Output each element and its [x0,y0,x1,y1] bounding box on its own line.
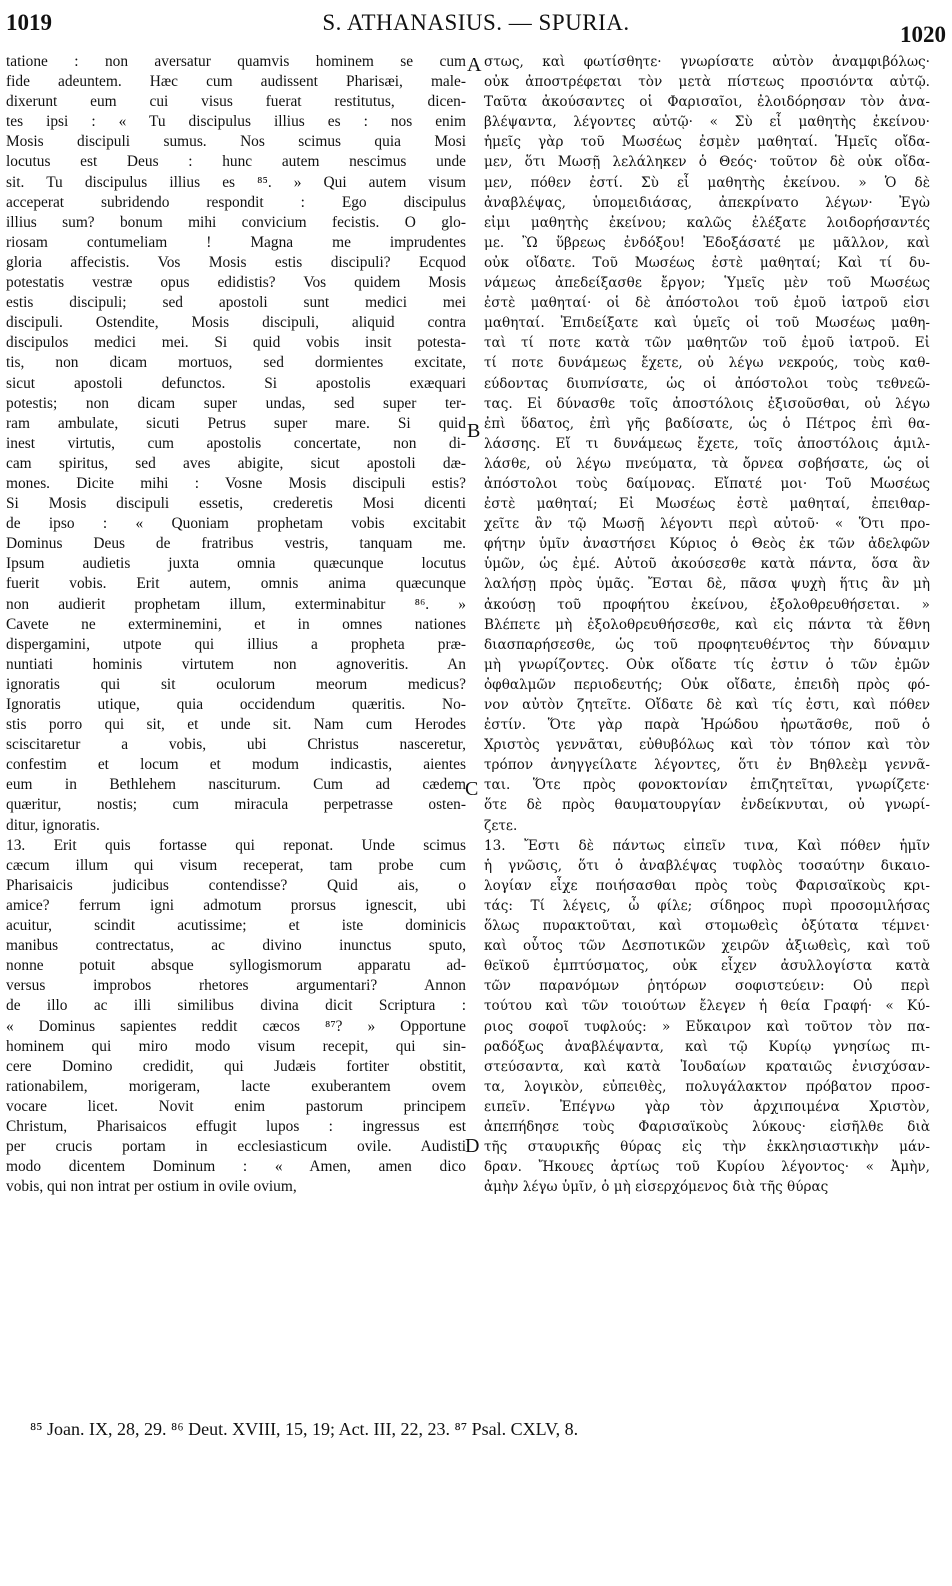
latin-text-line: sit. Tu discipulus illius es ⁸⁵. » Qui autem visum [6,173,466,191]
greek-text-line: με. Ὢ ὕβρεως ἐνδόξου! Ἐδοξάσατέ με μᾶλλον, καὶ [484,234,930,251]
left-column-number: 1019 [6,10,52,35]
latin-text-line: acceperat subridendo respondit : Ego discipulus [6,193,466,211]
greek-text-line: οὐκ οἴδατε. Τοῦ Μωσέως ἐστὲ μαθηταί; Καὶ τί δυ- [484,254,930,271]
greek-text-line: ται. Ὅτε πρὸς φονοκτονίαν ἐπιζητεῖται, γνωρίζετε· [484,777,930,794]
latin-text-line: nuntiati hominis virtutem non agnoveritis. An [6,655,466,673]
greek-text-line: λάσθε, οὐ λέγω πνεύματα, τὰ ὄρνεα σοβήσατε, ὡς οἱ [484,455,930,472]
greek-text-line: ἐστὲ μαθηταί· οἱ δὲ ἀπόστολοι τοῦ ἐμοῦ ἰατροῦ εἰσι [484,295,930,312]
latin-text-line: ditur, ignoratis. [6,816,100,834]
section-marker-a: A [467,54,482,76]
greek-text-line: Ταῦτα ἀκούσαντες οἱ Φαρισαῖοι, ἐλοιδόρησαν τὸν ἀνα- [484,94,930,111]
greek-text-line: οὐκ ἀποστρέφεται τὸν μετὰ πίστεως προσιόντα αὐτῷ. [484,74,930,91]
section-marker-b: B [467,420,481,442]
greek-text-line: τα, λογικὸν, εὐπειθὲς, πολυγάλακτον πρόβατον προσ- [484,1078,930,1095]
latin-text-line: cam spiritus, sed aves abigite, sicut apostoli dæ- [6,454,466,472]
latin-text-line: dispergamini, utpote qui illius a propheta præ- [6,635,466,653]
greek-text-line: φήτην ὑμῖν ἀναστήσει Κύριος ὁ Θεὸς ἐκ τῶν ἀδελφῶν [484,536,930,553]
latin-text-line: tes ipsi : « Tu discipulus illius es : nos enim [6,113,466,131]
greek-text-line: ἐπὶ ὕδατος, ἐπὶ γῆς βαδίσατε, ὡς ὁ Πέτρος ἐπὶ θα- [484,415,930,432]
latin-text-line: tis, non dicam mortuos, sed dormientes excitate, [6,354,466,372]
greek-text-line: τας. Εἰ δύνασθε τοῖς ἀποστόλοις ἐξισοῦσθαι, οὐ λέγω [484,395,930,412]
greek-text-line: ὑμῶν, ὡς ἐμέ. Αὐτοῦ ἀκούσεσθε κατὰ πάντα, ὅσα ἂν [484,556,930,573]
page-header [6,8,946,47]
latin-text-line: « Dominus sapientes reddit cæcos ⁸⁷? » Opportune [6,1017,466,1035]
greek-text-line: θεϊκοῦ ἐμπτύσματος, οὐκ εἶχεν ἀσυλλογίστα κατὰ [484,958,930,975]
latin-text-line: rationabilem, morigeram, lacte exuberantem ovem [6,1077,466,1095]
greek-text-line: τῆς σταυρικῆς θύρας εἰς τὴν ἐκκλησιαστικὴν μάν- [484,1139,930,1156]
greek-text-line: νάμεως ἀπεδείξασθε ἔργον; Ὑμεῖς μὲν τοῦ Μωσέως [484,275,930,292]
greek-text-line: ἀμὴν λέγω ὑμῖν, ὁ μὴ εἰσερχόμενος διὰ τῆς θύρας [484,1179,829,1196]
greek-text-line: λογίαν εἶχε ποιήσασθαι πρὸς τοὺς Φαρισαϊκοὺς κρι- [484,877,930,894]
latin-text-line: ignoratis qui sit oculorum meorum medicus? [6,675,466,693]
latin-text-line: Mosis discipuli sumus. Nos scimus quia Mosi [6,133,466,151]
latin-text-line: hominem qui miro modo visum recepit, qui sin- [6,1037,466,1055]
latin-text-line: Pharisaicis judicibus contendisse? Quid ais, o [6,876,466,894]
latin-text-line: sicut apostoli defunctos. Si apostolis exæquari [6,374,466,392]
section-marker-c: C [465,778,479,800]
latin-text-line: Ignoratis utique, quia occidendum quæritis. No- [6,696,466,713]
greek-text-line: διασπαρήσεσθε, ὡς τοῦ προφητευθέντος τὴν δύναμιν [484,636,930,653]
greek-text-line: χεῖτε ἂν τῷ Μωσῇ λέγοντι περὶ αὐτοῦ· « Ὅτι προ- [484,516,930,533]
latin-text-line: Si Mosis discipuli essetis, crederetis Mosi dicenti [6,495,466,513]
greek-text-line: δραν. Ἤκουες ἀρτίως τοῦ Κυρίου λέγοντος· « Ἀμὴν, [484,1159,930,1176]
greek-text-line: ειπεῖν. Ἐπέγνω γὰρ τὸν ἀρχιποιμένα Χριστὸν, [484,1098,930,1115]
latin-text-line: fide adeuntem. Hæc cum audissent Pharisæi, male- [6,73,466,91]
latin-text-line: potestatis vestræ opus edidistis? Vos quidem Mosis [6,274,466,292]
greek-text-line: ὅτε δὲ πρὸς θαυματουργίαν ἐνδείκνυται, οὐ γνωρί- [484,797,930,814]
greek-text-line: ταὶ τί ποτε κατὰ τῶν μαθητῶν τοῦ ἐμοῦ ἰατροῦ. Εἰ [484,335,930,352]
latin-text-line: nonne potuit absque syllogismorum apparatu ad- [6,957,466,975]
greek-text-line: μαθηταί. Ἐπιδείξατε καὶ ὑμεῖς οἱ τοῦ Μωσέως μαθη- [484,315,930,332]
latin-text-line: non audierit prophetam illum, exterminabitur ⁸⁶. » [6,595,466,613]
latin-text-line: de illo ac illi similibus divina dicit Scriptura : [6,997,466,1015]
latin-text-line: estis discipuli; sed apostoli sunt medici mei [6,294,466,312]
greek-text-column [484,52,930,1197]
latin-text-line: Dominus Deus de fratribus vestris, tanquam me. [6,535,466,553]
greek-text-line: νον αὐτὸν ζητεῖτε. Οἴδατε δὲ καὶ τίς ἐστι, καὶ πόθεν [484,697,930,713]
greek-text-line: ἡ γνῶσις, ὅτι ὁ ἀναβλέψας τυφλὸς τοσαύτην δικαιο- [484,857,930,874]
latin-text-line: cæcum illum qui visum receperat, tam probe cum [6,856,466,874]
greek-text-line: ριος σοφοῖ τυφλούς: » Εὔκαιρον καὶ τοῦτον τὸν πα- [484,1018,930,1035]
greek-text-line: ραδόξως ἀναβλέψαντα, καὶ τῷ Κυρίῳ γνησίως πι- [484,1038,930,1055]
latin-text-line: eum in Bethlehem nasciturum. Cum ad cædem [6,776,466,794]
latin-text-line: quæritur, nostis; cum miracula perpetrasse osten- [6,796,466,814]
greek-text-line: ἐστὲ μαθηταί; Εἰ Μωσέως ἐστὲ μαθηταί, ἐπειθαρ- [484,496,930,513]
greek-text-line: Χριστὸς γεννᾶται, εὐθυβόλως καὶ τὸν τόπον καὶ τὸν [484,737,930,754]
greek-text-line: καὶ οὗτος τῶν Δεσποτικῶν χειρῶν ἀξιωθεὶς, καὶ τοῦ [484,938,930,955]
latin-text-line: confestim et locum et modum indicastis, aientes [6,756,466,774]
greek-text-line: εἰμι μαθητὴς ἐκείνου; καλῶς ἐλέξατε λοιδορήσαντές [484,214,930,231]
latin-text-line: manibus contrectatus, ac divino inunctus sputo, [6,937,466,955]
latin-text-line: Christum, Pharisaicos effugit lupos : ingressus est [6,1117,466,1135]
greek-text-line: τρόπον ἀνηγγείλατε λέγοντες, ὅτι ἐν Βηθλεὲμ γεννᾶ- [484,757,930,774]
greek-text-line: βλέψαντα, λέγοντες αὐτῷ· « Σὺ εἶ μαθητὴς ἐκείνου· [484,114,930,131]
greek-text-line: τούτου καὶ τῶν τοιούτων ἔλεγεν ἡ θεία Γραφή· « Κύ- [484,998,930,1015]
latin-text-line: mones. Dicite mihi : Vosne Mosis discipuli estis? [6,474,466,492]
latin-text-line: modo dicentem Dominum : « Amen, amen dico [6,1158,466,1176]
latin-text-line: vobis, qui non intrat per ostium in ovile ovium, [6,1178,297,1196]
footnotes: ⁸⁵ Joan. IX, 28, 29. ⁸⁶ Deut. XVIII, 15, 19; Act. III, 22, 23. ⁸⁷ Psal. CXLV, 8. [30,1419,579,1439]
greek-text-line: ἀναβλέψας, ὑπομειδιάσας, ἀπεκρίνατο λέγων· Ἐγὼ [484,194,930,211]
greek-text-line: ἡμεῖς γὰρ τοῦ Μωσέως ἐσμὲν μαθηταί. Ἡμεῖς οἴδα- [484,134,930,151]
latin-text-line: versus improbos rhetores argumentari? Annon [6,977,466,995]
latin-text-line: 13. Erit quis fortasse qui reponat. Unde scimus [6,836,466,854]
greek-text-line: τί ποτε δυνάμεως ἔχετε, οὐ λέγω νεκρούς, τοὺς καθ- [484,355,930,372]
greek-text-line: 13. Ἔστι δὲ πάντως εἰπεῖν τινα, Καὶ πόθεν ἡμῖν [484,837,930,854]
greek-text-line: ἀπόστολοι τοὺς δαίμονας. Εἴπατέ μοι· Τοῦ Μωσέως [484,475,930,492]
greek-text-line: μεν, πόθεν ἐστί. Σὺ εἶ μαθητὴς ἐκείνου. » Ὁ δὲ [484,174,930,191]
latin-text-line: fuerit vobis. Erit autem, omnis anima quæcunque [6,575,466,593]
latin-text-line: de ipso : « Quoniam prophetam vobis excitabit [6,515,466,533]
greek-text-line: μεν, ὅτι Μωσῇ λελάληκεν ὁ Θεός· τοῦτον δὲ οὐκ οἴδα- [484,154,930,171]
greek-text-line: ἀκούσῃ τοῦ προφήτου ἐκείνου, ἐξολοθρευθήσεται. » [484,596,930,613]
latin-text-line: sciscitaretur a vobis, ubi Christus nasceretur, [6,736,466,754]
latin-text-line: riosam contumeliam ! Magna me imprudentes [6,233,466,251]
greek-text-line: τῶν παρανόμων ῥητόρων σοφιστεύειν: Οὐ περὶ [484,978,930,995]
latin-text-line: dixerunt eum cui visus fuerat restitutus, dicen- [6,93,466,111]
greek-text-line: τάς: Τί λέγεις, ὦ φίλε; σίδηρος πυρὶ προσομιλήσας [484,897,930,914]
latin-text-line: gloria affecistis. Vos Mosis estis discipuli? Ecquod [6,253,466,271]
greek-text-line: ζετε. [484,817,518,834]
section-marker-d: D [465,1135,480,1157]
greek-text-line: ὅλως πυρακτοῦται, καὶ στομωθεὶς ὀξύτατα τέμνει· [484,918,930,935]
latin-text-line: tatione : non aversatur quamvis hominem se cum [6,53,466,70]
latin-text-line: stis porro qui sit, et unde sit. Nam cum Herodes [6,716,466,734]
latin-text-line: cere Domino credidit, qui Judæis fortiter obstitit, [6,1057,466,1075]
latin-text-line: potestis; non dicam super undas, sed super ter- [6,394,466,412]
latin-text-line: inest virtutis, cum apostolis concertate, non di- [6,434,466,452]
greek-text-line: μὴ γνωρίζοντες. Οὐκ οἴδατε τίς ἐστιν ὁ τῶν ἐμῶν [484,656,930,673]
greek-text-line: στεύσαντα, καὶ κατὰ Ἰουδαίων κραταιῶς ἐνισχύσαν- [484,1058,930,1075]
latin-text-line: discipulos medici mei. Si quid vobis insit potesta- [6,334,466,352]
greek-text-line: εύδοντας διυπνίσατε, ὡς οἱ ἀπόστολοι τοὺς τεθνεῶ- [484,375,930,392]
greek-text-line: λάσσης. Εἴ τι δυνάμεως ἔχετε, τοῖς ἀποστόλοις ἁμιλ- [484,435,930,452]
latin-text-line: locutus est Deus : hunc autem nescimus unde [6,153,466,171]
greek-text-line: Βλέπετε μὴ ἐξολοθρευθήσεσθε, καὶ εἰς πάντα τὰ ἔθνη [484,616,930,633]
latin-text-line: illius sum? bonum mihi convicium fecistis. O glo- [6,213,466,231]
latin-text-line: Cavete ne exterminemini, et in omnes nationes [6,615,466,633]
running-title: S. ATHANASIUS. — SPURIA. [322,10,630,35]
latin-text-line: vocare licet. Novit enim pastorum principem [6,1097,466,1115]
latin-text-line: amice? ferrum igni admotum prorsus ignescit, ubi [6,896,466,914]
greek-text-line: στως, καὶ φωτίσθητε· γνωρίσατε αὐτὸν ἀναμφιβόλως· [484,54,930,70]
latin-text-line: Ipsum audietis juxta omnia quæcunque locutus [6,555,466,573]
latin-text-line: discipuli. Ostendite, Mosis discipuli, aliquid contra [6,314,466,332]
latin-text-line: ram ambulate, sicuti Petrus super mare. Si quid [6,414,466,432]
greek-text-line: ἐστίν. Ὅτε γὰρ παρὰ Ἡρώδου ἠρωτᾶσθε, ποῦ ὁ [484,717,930,734]
greek-text-line: ὀφθαλμῶν περιοδευτής; Οὐκ οἴδατε, ἐπειδὴ πρὸς φό- [484,676,930,693]
latin-text-line: per crucis portam in ecclesiasticum ovile. Audisti [6,1138,466,1156]
latin-text-column [6,52,466,1197]
greek-text-line: λαλήσῃ πρὸς ὑμᾶς. Ἔσται δὲ, πᾶσα ψυχὴ ἥτις ἂν μὴ [484,576,930,593]
right-column-number: 1020 [900,22,946,47]
greek-text-line: ἀπεπήδησε τοὺς Φαρισαϊκοὺς λύκους· εἰσῆλθε διὰ [484,1118,930,1135]
latin-text-line: acuitur, scindit acutissime; et iste dominicis [6,917,466,935]
